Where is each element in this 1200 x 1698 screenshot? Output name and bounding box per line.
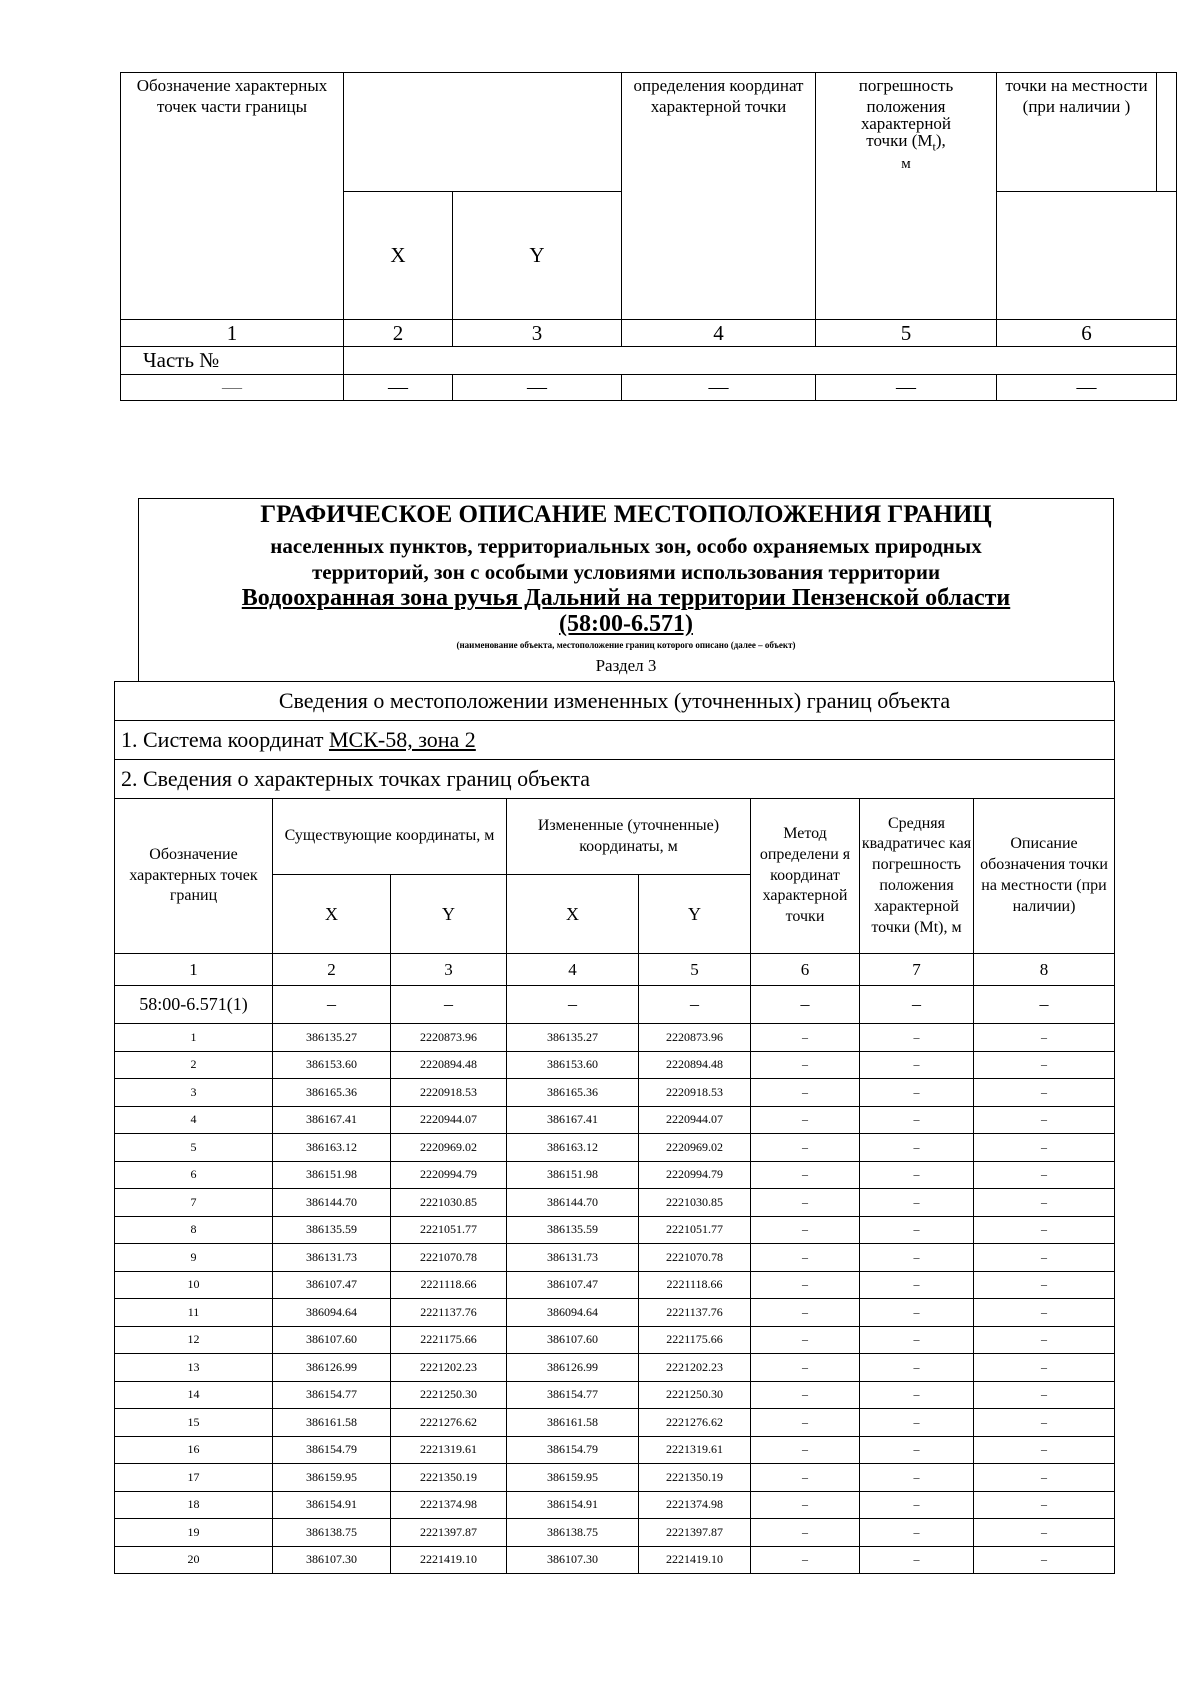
changed-x: 386144.70 [507, 1189, 639, 1217]
existing-y: 2220918.53 [391, 1079, 507, 1107]
existing-x: 386107.60 [273, 1326, 391, 1354]
changed-x: 386154.91 [507, 1491, 639, 1519]
changed-y: 2221276.62 [639, 1409, 751, 1437]
table-row [115, 1409, 1115, 1437]
method-value: – [751, 1381, 860, 1409]
point-number: 9 [115, 1244, 273, 1272]
changed-y: 2220969.02 [639, 1134, 751, 1162]
index-8: 8 [974, 954, 1115, 986]
accuracy-header: Средняя квадратичес кая погрешность положения характерной точки (Mt), м [860, 799, 974, 954]
top-location-header: точки на местности (при наличии ) [997, 73, 1157, 192]
description-value: – [974, 1216, 1115, 1244]
existing-y: 2221070.78 [391, 1244, 507, 1272]
description-value: – [974, 1299, 1115, 1327]
group-dash: – [974, 986, 1115, 1024]
method-value: – [751, 1106, 860, 1134]
existing-x: 386159.95 [273, 1464, 391, 1492]
description-value: – [974, 1079, 1115, 1107]
accuracy-value: – [860, 1106, 974, 1134]
method-header: Метод определени я координат характерной точки [751, 799, 860, 954]
accuracy-value: – [860, 1546, 974, 1574]
table-row [115, 1024, 1115, 1052]
existing-x: 386163.12 [273, 1134, 391, 1162]
changed-x: 386131.73 [507, 1244, 639, 1272]
top-accuracy-line5: ), [935, 131, 946, 151]
top-dash-2: — [344, 374, 453, 400]
point-number: 8 [115, 1216, 273, 1244]
top-accuracy-line1: погрешность [858, 76, 954, 95]
changed-y: 2221051.77 [639, 1216, 751, 1244]
point-number: 17 [115, 1464, 273, 1492]
index-7: 7 [860, 954, 974, 986]
changed-y-header: Y [639, 875, 751, 954]
existing-y: 2221137.76 [391, 1299, 507, 1327]
top-accuracy-line2: положения [866, 97, 946, 117]
top-index-6: 6 [997, 320, 1177, 347]
top-y-header: Y [453, 192, 622, 320]
changed-y: 2221070.78 [639, 1244, 751, 1272]
method-value: – [751, 1244, 860, 1272]
subtitle-line1: населенных пунктов, территориальных зон, особо охраняемых природных [270, 533, 982, 558]
existing-y: 2221202.23 [391, 1354, 507, 1382]
index-2: 2 [273, 954, 391, 986]
point-number: 16 [115, 1436, 273, 1464]
description-header: Описание обозначения точки на местности (при наличии) [974, 799, 1115, 954]
method-value: – [751, 1436, 860, 1464]
top-index-4: 4 [622, 320, 816, 347]
table-row [115, 1326, 1115, 1354]
changed-x: 386161.58 [507, 1409, 639, 1437]
method-value: – [751, 1546, 860, 1574]
changed-coords-header: Измененные (уточненные) координаты, м [507, 799, 751, 875]
object-name: Водоохранная зона ручья Дальний на территории Пензенской области [241, 585, 1011, 611]
method-value: – [751, 1161, 860, 1189]
description-value: – [974, 1491, 1115, 1519]
changed-y: 2220873.96 [639, 1024, 751, 1052]
existing-x: 386107.47 [273, 1271, 391, 1299]
coord-system-value: МСК-58, зона 2 [328, 727, 476, 752]
top-dash-3: — [453, 374, 622, 400]
existing-y: 2221350.19 [391, 1464, 507, 1492]
existing-x: 386154.91 [273, 1491, 391, 1519]
changed-y: 2221374.98 [639, 1491, 751, 1519]
existing-y: 2221276.62 [391, 1409, 507, 1437]
changed-y: 2221397.87 [639, 1519, 751, 1547]
existing-x: 386144.70 [273, 1189, 391, 1217]
top-dash-1: — [121, 374, 344, 400]
point-number: 7 [115, 1189, 273, 1217]
accuracy-value: – [860, 1326, 974, 1354]
group-dash: – [751, 986, 860, 1024]
table-row [115, 1546, 1115, 1574]
description-value: – [974, 1354, 1115, 1382]
accuracy-value: – [860, 1519, 974, 1547]
table-row [115, 1244, 1115, 1272]
existing-x: 386094.64 [273, 1299, 391, 1327]
changed-y: 2221202.23 [639, 1354, 751, 1382]
point-number: 10 [115, 1271, 273, 1299]
point-number: 3 [115, 1079, 273, 1107]
existing-x-header: X [273, 875, 391, 954]
table-row [115, 1436, 1115, 1464]
accuracy-value: – [860, 1409, 974, 1437]
changed-x: 386154.79 [507, 1436, 639, 1464]
table-row [115, 1464, 1115, 1492]
description-value: – [974, 1546, 1115, 1574]
method-value: – [751, 1326, 860, 1354]
group-row [115, 986, 1115, 1024]
existing-x: 386126.99 [273, 1354, 391, 1382]
table-row [115, 1079, 1115, 1107]
group-dash: – [860, 986, 974, 1024]
point-number: 15 [115, 1409, 273, 1437]
existing-y: 2220873.96 [391, 1024, 507, 1052]
changed-y: 2221137.76 [639, 1299, 751, 1327]
group-dash: – [391, 986, 507, 1024]
group-label: 58:00-6.571(1) [115, 986, 273, 1024]
top-index-3: 3 [453, 320, 622, 347]
top-accuracy-unit: м [901, 155, 911, 172]
changed-x: 386107.47 [507, 1271, 639, 1299]
changed-x: 386167.41 [507, 1106, 639, 1134]
top-accuracy-line4: точки (М [866, 131, 933, 151]
changed-x: 386107.30 [507, 1546, 639, 1574]
existing-y: 2221419.10 [391, 1546, 507, 1574]
existing-x: 386153.60 [273, 1051, 391, 1079]
description-value: – [974, 1519, 1115, 1547]
accuracy-value: – [860, 1134, 974, 1162]
top-part-value [344, 347, 1177, 374]
section-label: Раздел 3 [595, 656, 657, 676]
top-coordinates-header [344, 73, 622, 192]
existing-y: 2220994.79 [391, 1161, 507, 1189]
method-value: – [751, 1134, 860, 1162]
existing-x: 386131.73 [273, 1244, 391, 1272]
changed-x: 386153.60 [507, 1051, 639, 1079]
changed-y: 2221118.66 [639, 1271, 751, 1299]
accuracy-value: – [860, 1491, 974, 1519]
description-value: – [974, 1464, 1115, 1492]
subtitle-line2: территорий, зон с особыми условиями использования территории [311, 559, 941, 584]
index-4: 4 [507, 954, 639, 986]
index-6: 6 [751, 954, 860, 986]
changed-x: 386165.36 [507, 1079, 639, 1107]
changed-y: 2221250.30 [639, 1381, 751, 1409]
boundary-points-table [114, 681, 1115, 1574]
top-part-label [121, 347, 344, 374]
top-dash-4: — [622, 374, 816, 400]
method-value: – [751, 1491, 860, 1519]
existing-x: 386154.77 [273, 1381, 391, 1409]
existing-y: 2221118.66 [391, 1271, 507, 1299]
top-designation-header: Обозначение характерных точек части границы [121, 73, 344, 320]
point-number: 1 [115, 1024, 273, 1052]
group-dash: – [507, 986, 639, 1024]
changed-x: 386138.75 [507, 1519, 639, 1547]
description-value: – [974, 1051, 1115, 1079]
existing-x: 386107.30 [273, 1546, 391, 1574]
section-title: Сведения о местоположении измененных (уточненных) границ объекта [115, 682, 1115, 721]
changed-x: 386094.64 [507, 1299, 639, 1327]
point-number: 4 [115, 1106, 273, 1134]
table-row [115, 1216, 1115, 1244]
accuracy-value: – [860, 1299, 974, 1327]
method-value: – [751, 1519, 860, 1547]
changed-y: 2221319.61 [639, 1436, 751, 1464]
existing-x: 386161.58 [273, 1409, 391, 1437]
changed-x: 386163.12 [507, 1134, 639, 1162]
method-value: – [751, 1409, 860, 1437]
accuracy-value: – [860, 1079, 974, 1107]
existing-x: 386135.59 [273, 1216, 391, 1244]
top-dash-5: — [816, 374, 997, 400]
description-value: – [974, 1161, 1115, 1189]
accuracy-value: – [860, 1381, 974, 1409]
method-value: – [751, 1299, 860, 1327]
accuracy-value: – [860, 1271, 974, 1299]
method-value: – [751, 1464, 860, 1492]
accuracy-value: – [860, 1216, 974, 1244]
method-value: – [751, 1189, 860, 1217]
accuracy-value: – [860, 1464, 974, 1492]
existing-y: 2220969.02 [391, 1134, 507, 1162]
accuracy-value: – [860, 1189, 974, 1217]
index-5: 5 [639, 954, 751, 986]
existing-y-header: Y [391, 875, 507, 954]
table-row [115, 1134, 1115, 1162]
accuracy-value: – [860, 1024, 974, 1052]
accuracy-value: – [860, 1161, 974, 1189]
accuracy-value: – [860, 1354, 974, 1382]
existing-x: 386138.75 [273, 1519, 391, 1547]
description-value: – [974, 1134, 1115, 1162]
existing-y: 2221397.87 [391, 1519, 507, 1547]
description-value: – [974, 1326, 1115, 1354]
changed-y: 2221030.85 [639, 1189, 751, 1217]
table-row [115, 1381, 1115, 1409]
table-row [115, 1271, 1115, 1299]
existing-y: 2221030.85 [391, 1189, 507, 1217]
existing-y: 2221319.61 [391, 1436, 507, 1464]
method-value: – [751, 1079, 860, 1107]
coordinate-system-row [115, 721, 1115, 760]
top-part-text: Часть № [143, 348, 220, 373]
existing-x: 386167.41 [273, 1106, 391, 1134]
changed-x: 386151.98 [507, 1161, 639, 1189]
point-number: 14 [115, 1381, 273, 1409]
table-row [115, 1519, 1115, 1547]
method-value: – [751, 1051, 860, 1079]
previous-section-table [120, 72, 1177, 401]
changed-y: 2221175.66 [639, 1326, 751, 1354]
group-dash: – [639, 986, 751, 1024]
top-index-2: 2 [344, 320, 453, 347]
existing-y: 2221250.30 [391, 1381, 507, 1409]
top-method-header: определения координат характерной точки [622, 73, 816, 320]
point-number: 19 [115, 1519, 273, 1547]
accuracy-value: – [860, 1436, 974, 1464]
changed-x-header: X [507, 875, 639, 954]
top-x-header: X [344, 192, 453, 320]
changed-y: 2221419.10 [639, 1546, 751, 1574]
table-row [115, 1161, 1115, 1189]
changed-x: 386154.77 [507, 1381, 639, 1409]
existing-y: 2221051.77 [391, 1216, 507, 1244]
existing-y: 2220944.07 [391, 1106, 507, 1134]
changed-y: 2220918.53 [639, 1079, 751, 1107]
method-value: – [751, 1271, 860, 1299]
title-block [138, 498, 1114, 681]
changed-x: 386135.59 [507, 1216, 639, 1244]
changed-x: 386135.27 [507, 1024, 639, 1052]
description-value: – [974, 1106, 1115, 1134]
method-value: – [751, 1216, 860, 1244]
top-accuracy-header [816, 73, 997, 320]
existing-x: 386165.36 [273, 1079, 391, 1107]
table-row [115, 1299, 1115, 1327]
table-row [115, 1189, 1115, 1217]
changed-y: 2220894.48 [639, 1051, 751, 1079]
table-row [115, 1051, 1115, 1079]
point-number: 20 [115, 1546, 273, 1574]
changed-x: 386126.99 [507, 1354, 639, 1382]
top-accuracy-sub: t [932, 139, 936, 154]
table-row [115, 1106, 1115, 1134]
group-dash: – [273, 986, 391, 1024]
existing-x: 386154.79 [273, 1436, 391, 1464]
designation-header: Обозначение характерных точек границ [115, 799, 273, 954]
coord-system-prefix: 1. Система координат [121, 727, 324, 752]
point-number: 13 [115, 1354, 273, 1382]
points-title: 2. Сведения о характерных точках границ объекта [115, 760, 1115, 799]
method-value: – [751, 1354, 860, 1382]
description-value: – [974, 1381, 1115, 1409]
top-index-5: 5 [816, 320, 997, 347]
existing-coords-header: Существующие координаты, м [273, 799, 507, 875]
description-value: – [974, 1271, 1115, 1299]
top-accuracy-line3: характерной [860, 113, 952, 133]
top-index-1: 1 [121, 320, 344, 347]
existing-y: 2220894.48 [391, 1051, 507, 1079]
top-extra-cell [1157, 73, 1177, 192]
description-value: – [974, 1244, 1115, 1272]
changed-y: 2220944.07 [639, 1106, 751, 1134]
document-title: ГРАФИЧЕСКОЕ ОПИСАНИЕ МЕСТОПОЛОЖЕНИЯ ГРАНИЦ [260, 501, 992, 528]
description-value: – [974, 1189, 1115, 1217]
object-caption: (наименование объекта, местоположение границ которого описано (далее – объект) [456, 640, 796, 651]
index-3: 3 [391, 954, 507, 986]
existing-x: 386135.27 [273, 1024, 391, 1052]
description-value: – [974, 1436, 1115, 1464]
changed-x: 386107.60 [507, 1326, 639, 1354]
point-number: 2 [115, 1051, 273, 1079]
existing-x: 386151.98 [273, 1161, 391, 1189]
accuracy-value: – [860, 1244, 974, 1272]
point-number: 18 [115, 1491, 273, 1519]
table-row [115, 1491, 1115, 1519]
existing-y: 2221374.98 [391, 1491, 507, 1519]
points-body [115, 1024, 1115, 1574]
existing-y: 2221175.66 [391, 1326, 507, 1354]
changed-y: 2220994.79 [639, 1161, 751, 1189]
top-location-empty [997, 192, 1177, 320]
point-number: 6 [115, 1161, 273, 1189]
index-1: 1 [115, 954, 273, 986]
accuracy-value: – [860, 1051, 974, 1079]
point-number: 5 [115, 1134, 273, 1162]
method-value: – [751, 1024, 860, 1052]
point-number: 11 [115, 1299, 273, 1327]
point-number: 12 [115, 1326, 273, 1354]
description-value: – [974, 1024, 1115, 1052]
object-code: (58:00-6.571) [559, 611, 693, 638]
description-value: – [974, 1409, 1115, 1437]
top-dash-6: — [997, 374, 1177, 400]
changed-x: 386159.95 [507, 1464, 639, 1492]
table-row [115, 1354, 1115, 1382]
changed-y: 2221350.19 [639, 1464, 751, 1492]
